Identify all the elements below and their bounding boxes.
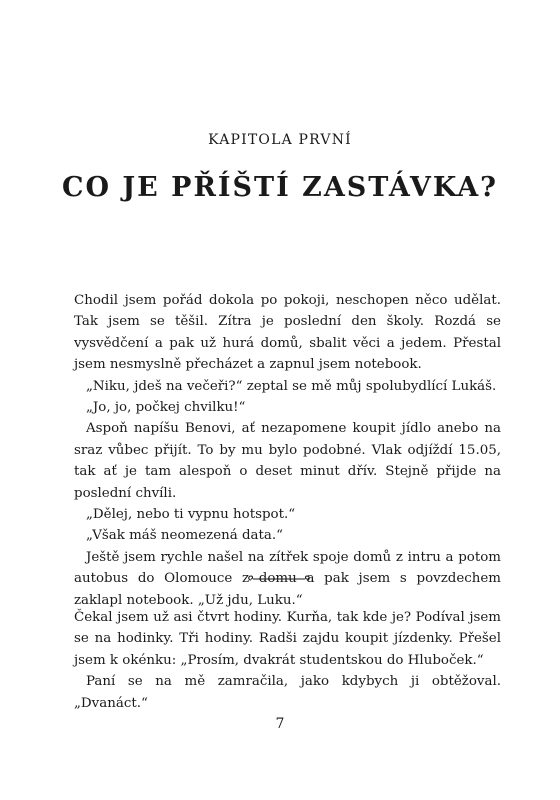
paragraph: „Niku, jdeš na večeři?“ zeptal se mě můj spolubydlící Lukáš. — [86, 378, 497, 394]
section-2 — [74, 607, 501, 714]
paragraph: „Však máš neomezená data.“ — [86, 528, 284, 544]
paragraph: Aspoň napíšu Benovi, ať nezapomene koupit jídlo anebo na sraz vůbec přijít. To by mu bylo podobné. Vlak odjíždí 15.05, tak ať je tam alespoň o deset minut dřív. Stejně přijde na poslední chvíli. — [74, 421, 501, 501]
paragraph: „Dělej, nebo ti vypnu hotspot.“ — [86, 507, 296, 523]
paragraph: „Jo, jo, počkej chvilku!“ — [86, 400, 246, 416]
section-1 — [74, 290, 501, 611]
paragraph: Chodil jsem pořád dokola po pokoji, neschopen něco udělat. Tak jsem se těšil. Zítra je poslední den školy. Rozdá se vysvědčení a pak už hurá domů, sbalit věci a jedem. Přestal jsem nesmyslně přecházet a zapnul jsem notebook. — [74, 293, 501, 373]
paragraph: Čekal jsem už asi čtvrt hodiny. Kurňa, tak kde je? Podíval jsem se na hodinky. Tři hodiny. Radši zajdu koupit jízdenky. Přešel jsem k okénku: „Prosím, dvakrát studentskou do Hluboček.“ — [74, 610, 501, 668]
page-number: 7 — [275, 716, 285, 732]
chapter-label: KAPITOLA PRVNÍ — [208, 132, 352, 148]
paragraph: Paní se na mě zamračila, jako kdybych ji obtěžoval. „Dvanáct.“ — [74, 674, 501, 711]
paragraph: Ještě jsem rychle našel na zítřek spoje domů z intru a potom autobus do Olomouce z domu a pak jsem s povzdechem zaklapl notebook. „Už jdu, Luku.“ — [74, 549, 501, 608]
chapter-title: CO JE PŘÍŠTÍ ZASTÁVKA? — [61, 172, 498, 203]
section-divider-ornament — [247, 572, 311, 586]
